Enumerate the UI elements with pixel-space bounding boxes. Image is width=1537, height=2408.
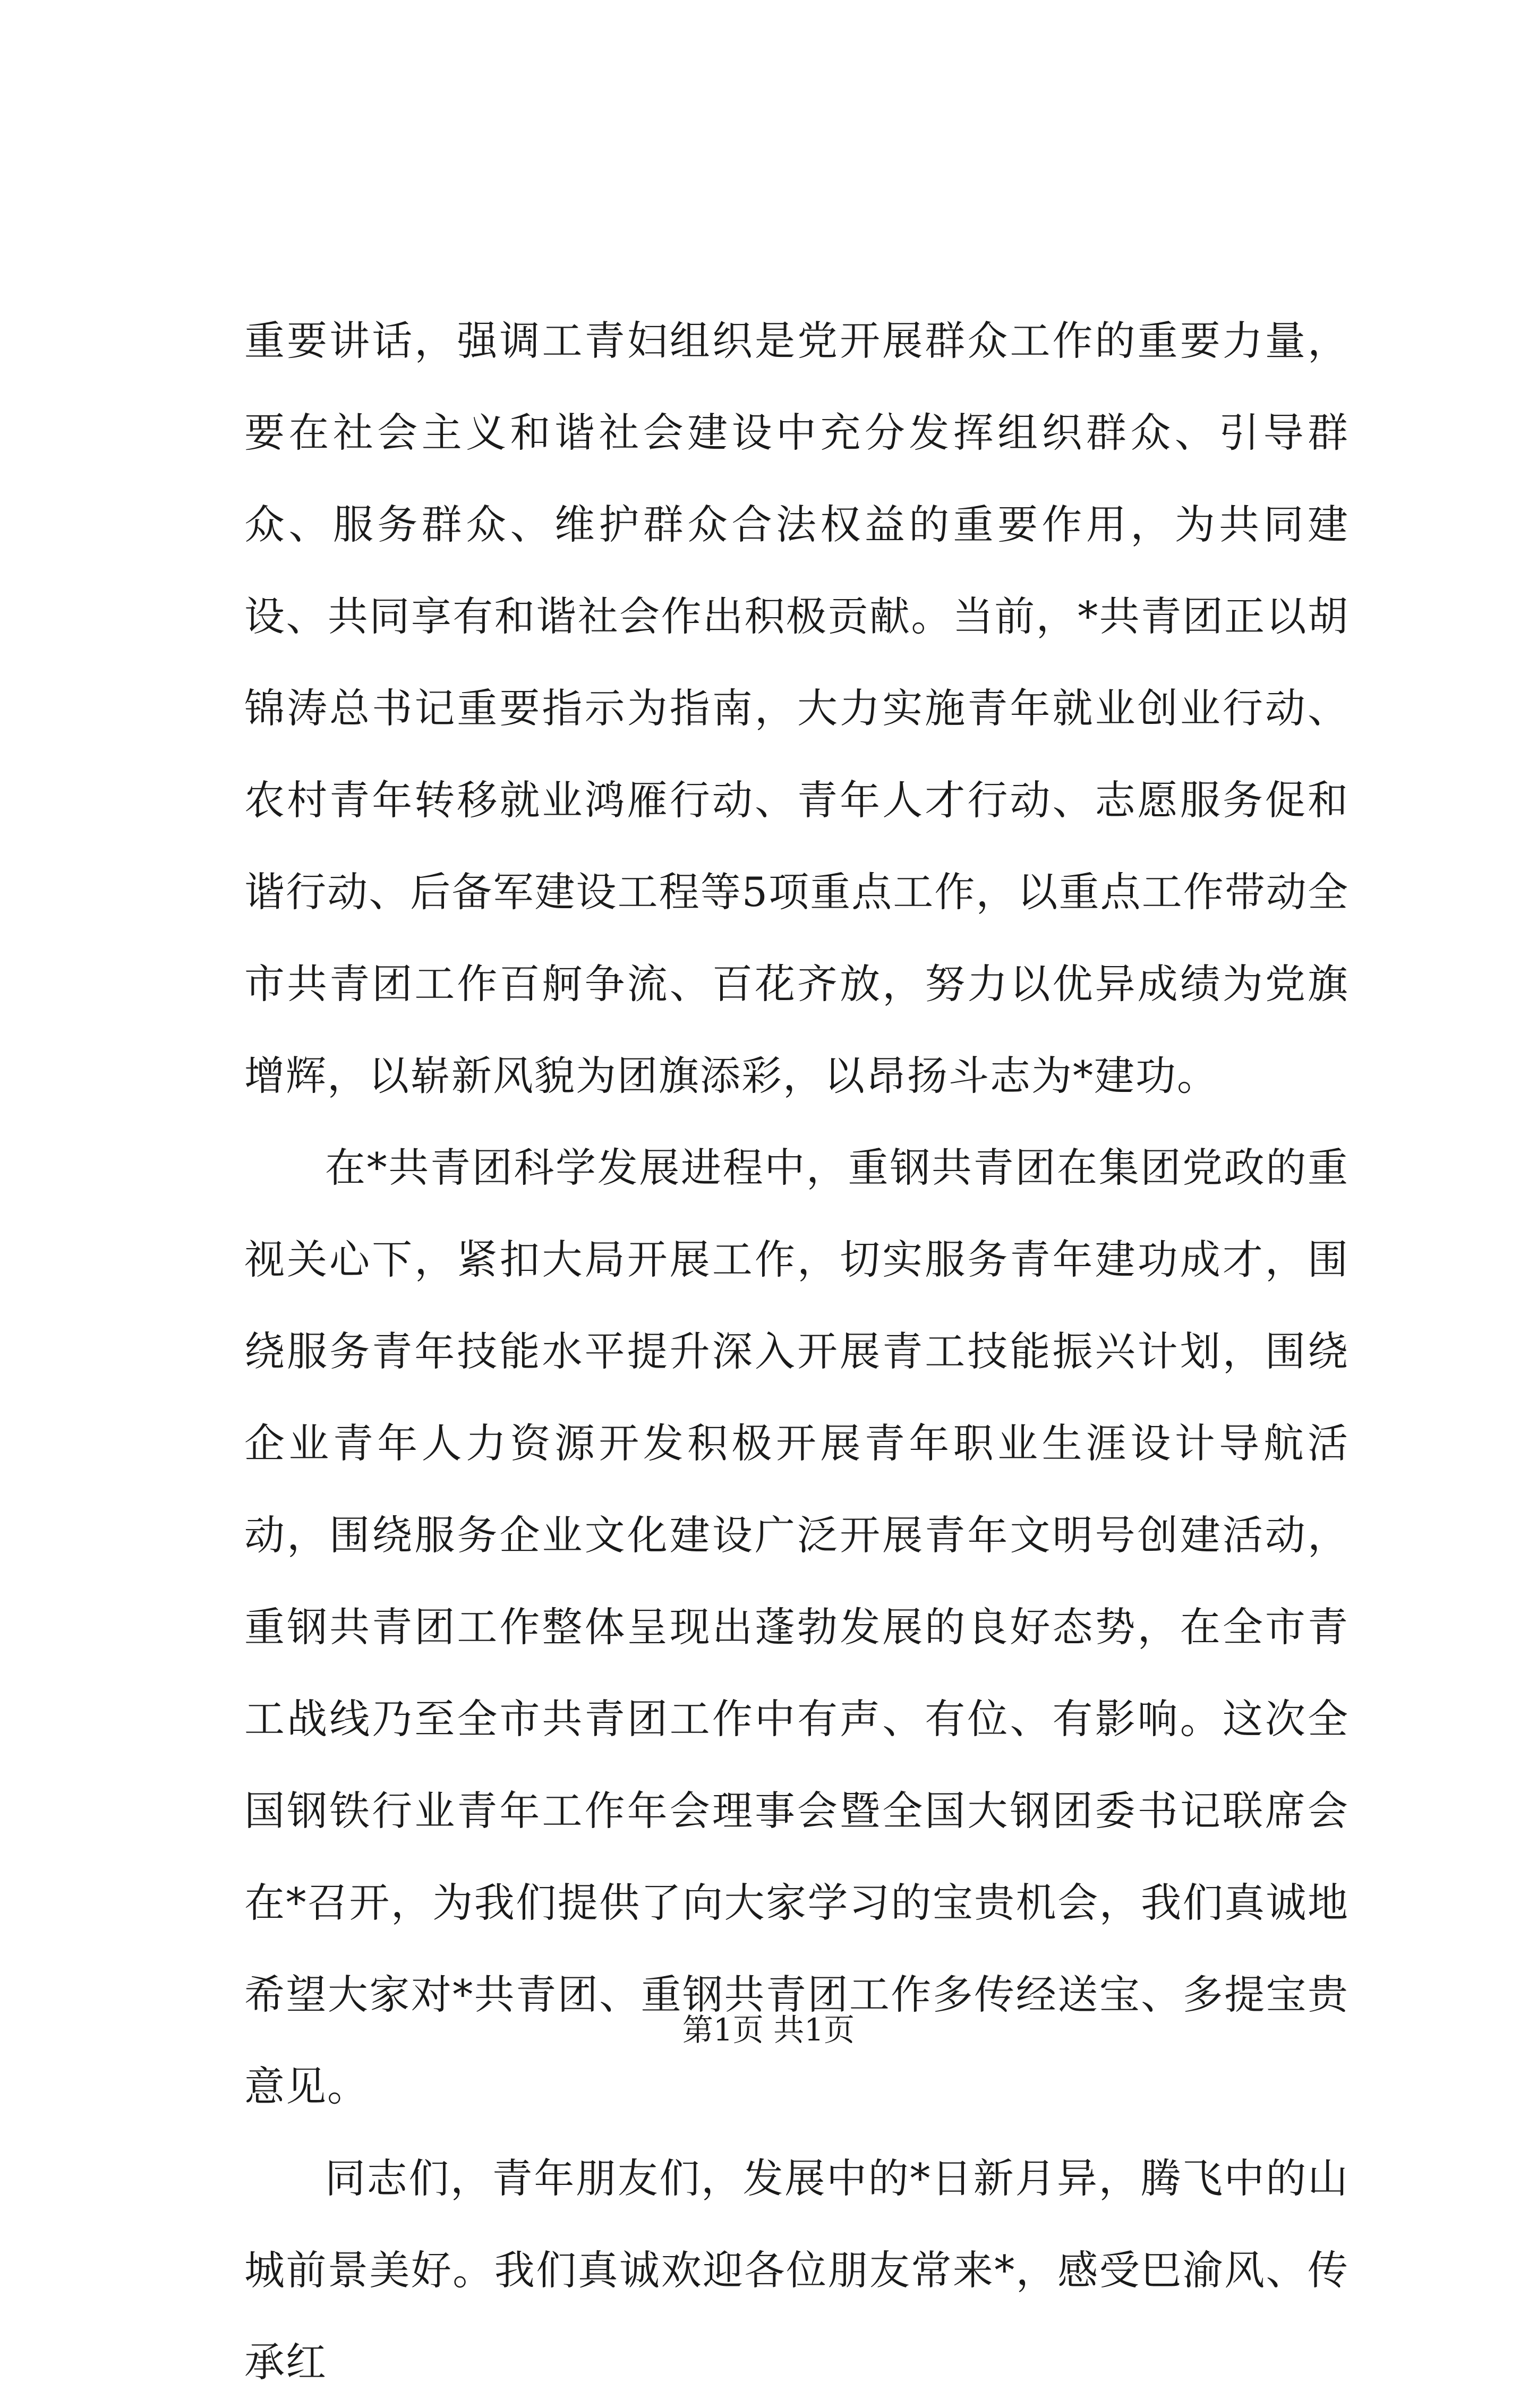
paragraph-3: 同志们，青年朋友们，发展中的*日新月异，腾飞中的山城前景美好。我们真诚欢迎各位朋友常来*，感受巴渝风、传承红 (244, 2155, 1349, 2386)
paragraph-2: 在*共青团科学发展进程中，重钢共青团在集团党政的重视关心下，紧扣大局开展工作，切实服务青年建功成才，围绕服务青年技能水平提升深入开展青工技能振兴计划，围绕企业青年人力资源开发积极开展青年职业生涯设计导航活动，围绕服务企业文化建设广泛开展青年文明号创建活动，重钢共青团工作整体呈现出蓬勃发展的良好态势，在全市青工战线乃至全市共青团工作中有声、有位、有影响。这次全国钢铁行业青年工作年会理事会暨全国大钢团委书记联席会在*召开，为我们提供了向大家学习的宝贵机会，我们真诚地希望大家对*共青团、重钢共青团工作多传经送宝、多提宝贵意见。 (244, 1144, 1349, 2110)
document-body (244, 295, 1349, 2408)
page-footer: 第1页 共1页 (682, 2012, 855, 2048)
paragraph-1: 重要讲话，强调工青妇组织是党开展群众工作的重要力量，要在社会主义和谐社会建设中充分发挥组织群众、引导群众、服务群众、维护群众合法权益的重要作用，为共同建设、共同享有和谐社会作出积极贡献。当前，*共青团正以胡锦涛总书记重要指示为指南，大力实施青年就业创业行动、农村青年转移就业鸿雁行动、青年人才行动、志愿服务促和谐行动、后备军建设工程等5项重点工作，以重点工作带动全市共青团工作百舸争流、百花齐放，努力以优异成绩为党旗增辉，以崭新风貌为团旗添彩，以昂扬斗志为*建功。 (244, 317, 1349, 1099)
